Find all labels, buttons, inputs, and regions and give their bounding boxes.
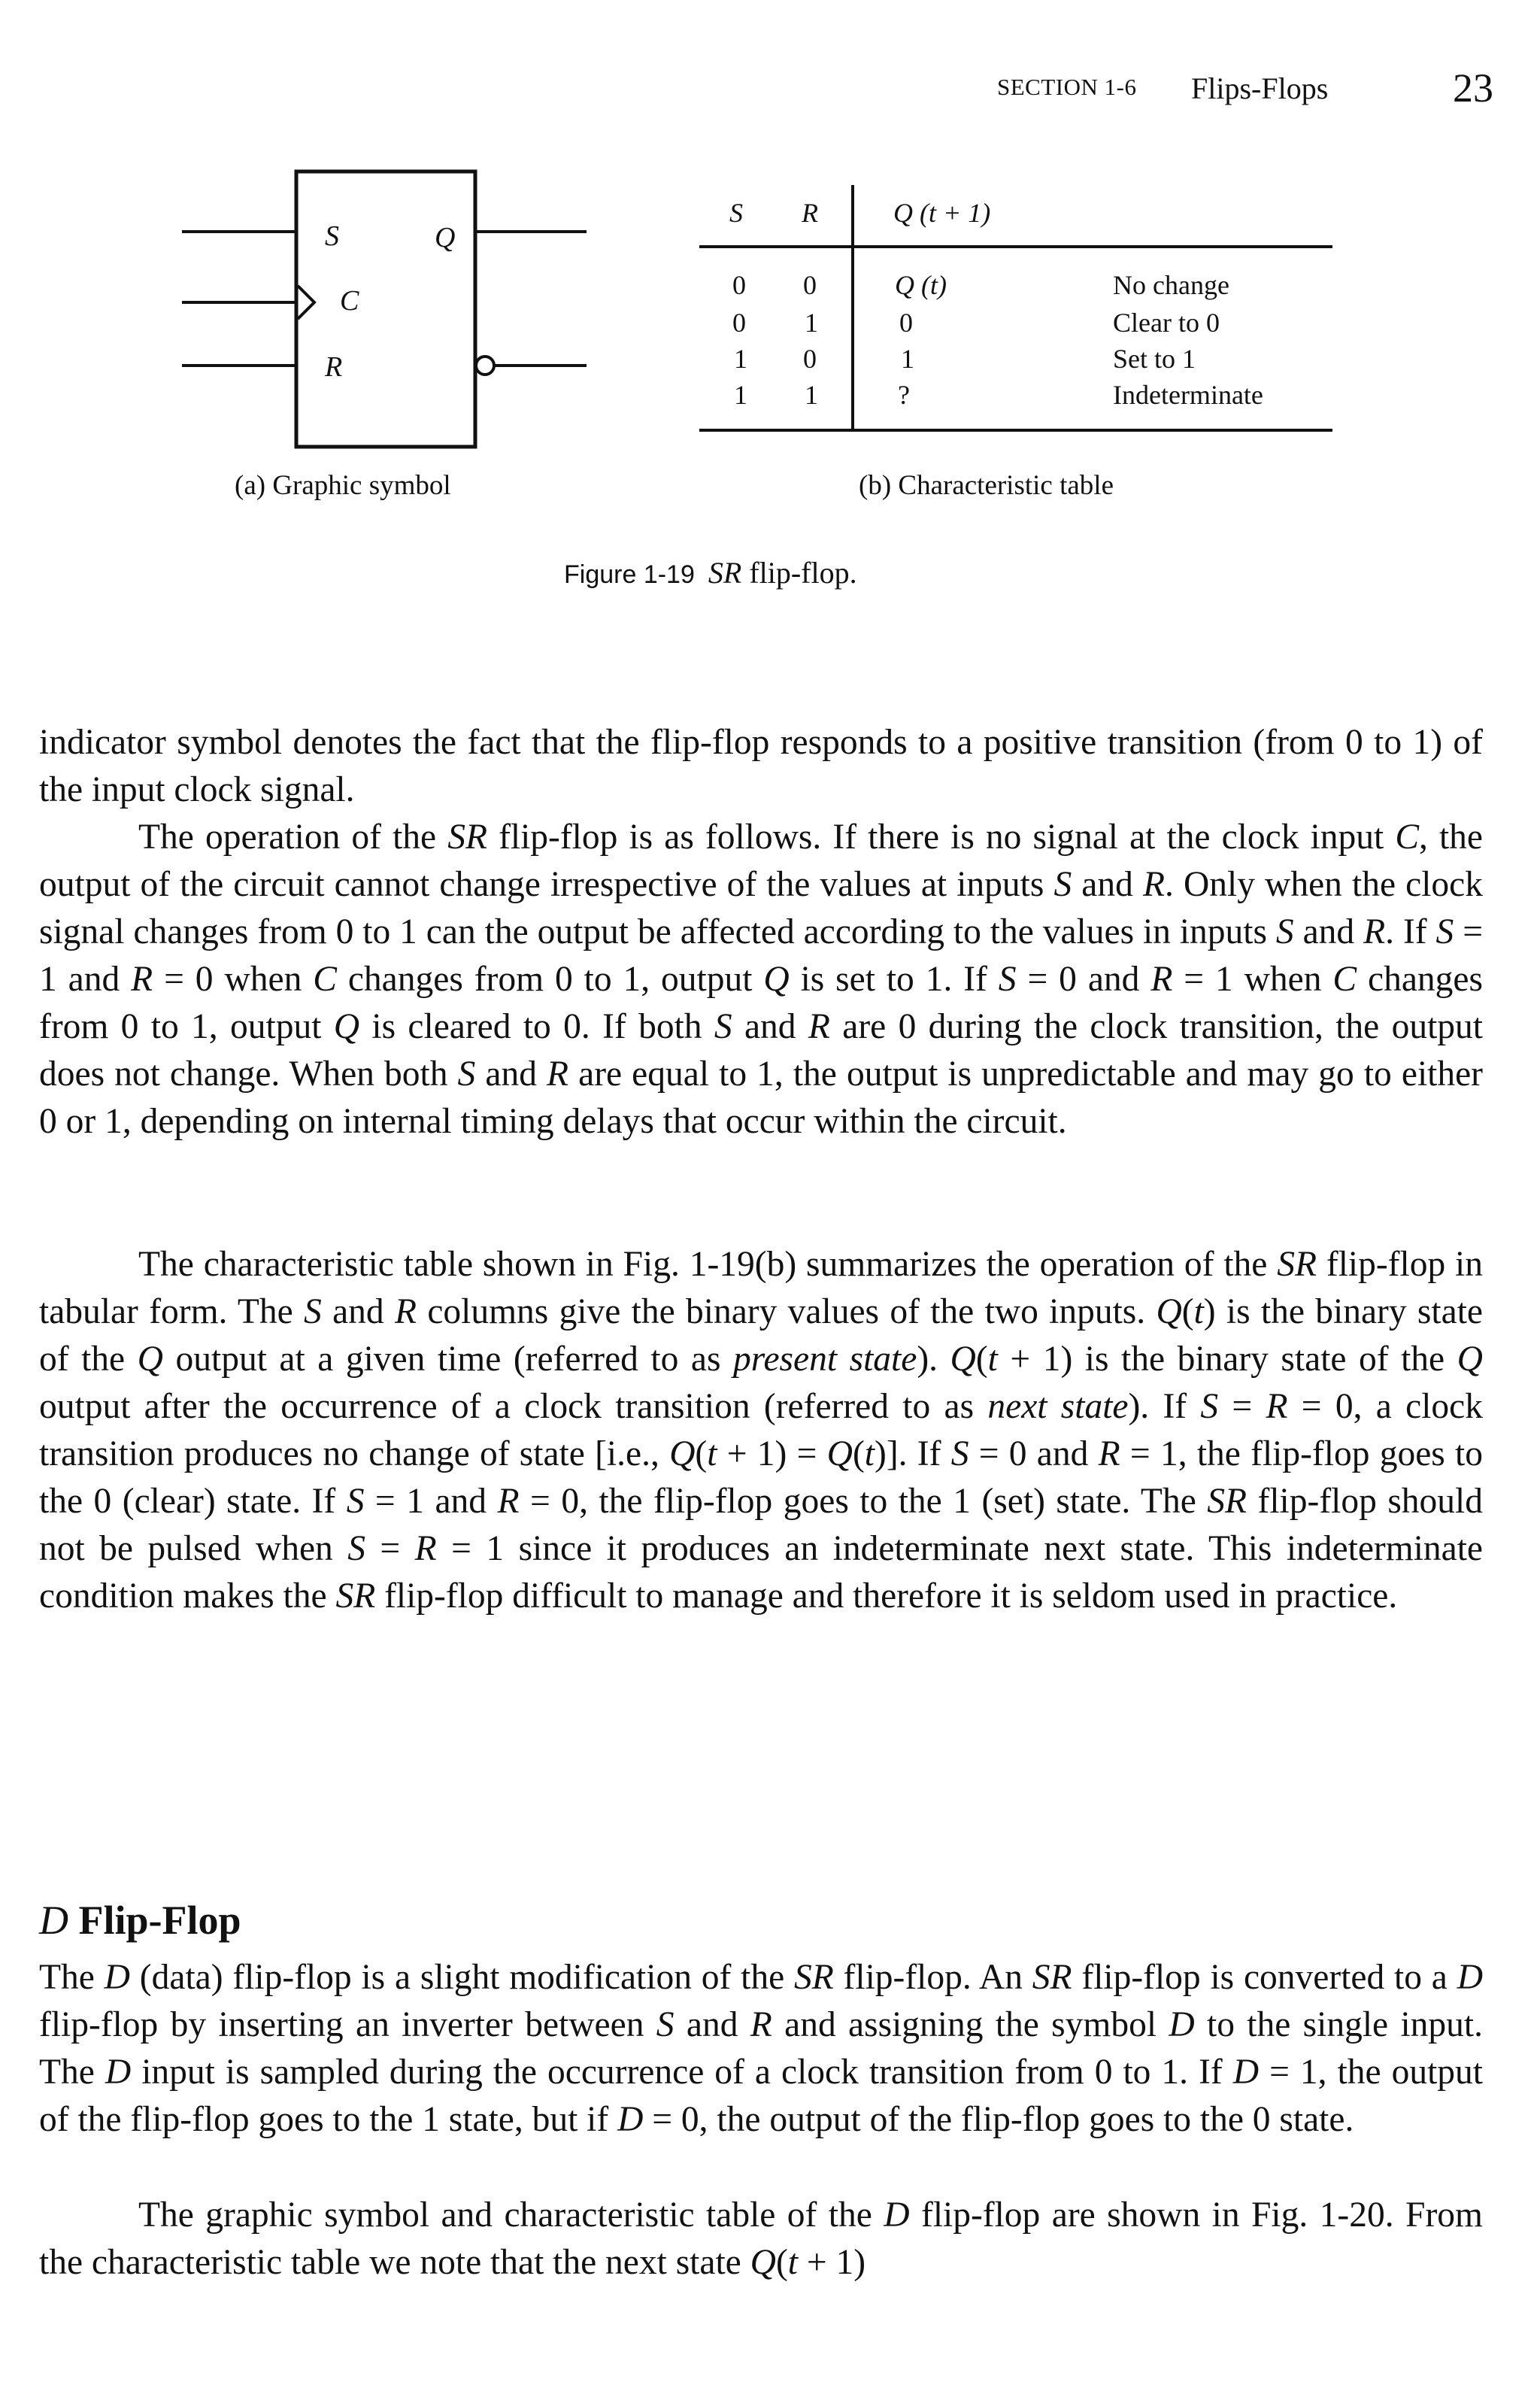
paragraph-d-flip-flop: The D (data) flip-flop is a slight modification of the SR flip-flop. An SR flip-flop is converted to a D flip-flop by inserting an inverter between S and R and assigning the symbol D to the single input. The D input is sampled during the occurrence of a clock transition from 0 to 1. If D = 1, the output of the flip-flop goes to the 1 state, but if D = 0, the output of the flip-flop goes to the 0 state. <box>39 1958 1484 2139</box>
flip-flop-box <box>296 171 475 447</box>
paragraph-operation: The operation of the SR flip-flop is as follows. If there is no signal at the clock input C, the output of the circuit cannot change irrespective of the values at inputs S and R. Only when the clock signal changes from 0 to 1 can the output be affected according to the values in inputs S and R. If S = 1 and R = 0 when C changes from 0 to 1, output Q is set to 1. If S = 0 and R = 1 when C changes from 0 to 1, output Q is cleared to 0. If both S and R are 0 during the clock transition, the output does not change. When both S and R are equal to 1, the output is unpredictable and may go to either 0 or 1, depending on internal timing delays that occur within the circuit. <box>39 818 1484 1141</box>
heading-italic: D <box>39 1898 68 1943</box>
table-row-4-r: 1 <box>805 380 818 410</box>
table-row-3-s: 1 <box>734 344 747 374</box>
page-number: 23 <box>1453 65 1493 111</box>
table-row-1-r: 0 <box>803 270 817 300</box>
table-row-1-q: Q (t) <box>895 270 947 300</box>
section-label: SECTION 1-6 <box>997 74 1137 100</box>
clock-indicator-icon <box>298 286 314 319</box>
table-row-2-note: Clear to 0 <box>1113 308 1220 338</box>
figure-name-italic: SR <box>708 556 742 590</box>
section-title: Flips-Flops <box>1191 71 1329 105</box>
table-row-2-q: 0 <box>899 308 913 338</box>
paragraph-characteristic-table: The characteristic table shown in Fig. 1-19(b) summarizes the operation of the SR flip-flop in tabular form. The S and R columns give the binary values of the two inputs. Q(t) is the binary state of the Q output at a given time (referred to as present state). Q(t + 1) is the binary state of the Q output after the occurrence of a clock transition (referred to as next state). If S = R = 0, a clock transition produces no change of state [i.e., Q(t + 1) = Q(t)]. If S = 0 and R = 1, the flip-flop goes to the 0 (clear) state. If S = 1 and R = 0, the flip-flop goes to the 1 (set) state. The SR flip-flop should not be pulsed when S = R = 1 since it produces an indeterminate next state. This indeterminate condition makes the SR flip-flop difficult to manage and therefore it is seldom used in practice. <box>39 1245 1484 1616</box>
table-row-3-note: Set to 1 <box>1113 344 1196 374</box>
symbol-input-c: C <box>340 285 359 317</box>
figure-caption <box>564 555 857 590</box>
table-row-3-q: 1 <box>901 344 914 374</box>
inversion-bubble-icon <box>476 357 494 375</box>
section-heading-d-flip-flop <box>39 1897 241 1944</box>
table-row-4-q: ? <box>898 380 910 410</box>
table-header-r: R <box>802 198 818 228</box>
table-row-2-r: 1 <box>805 308 818 338</box>
paragraph-d-graphic-symbol: The graphic symbol and characteristic table of the D flip-flop are shown in Fig. 1-20. From the characteristic table we note that the next state Q(t + 1) <box>39 2195 1483 2282</box>
figure-number: Figure 1-19 <box>564 560 695 589</box>
table-header-s: S <box>729 198 743 228</box>
figure-1-19 <box>0 0 1540 602</box>
symbol-output-q: Q <box>435 222 456 253</box>
symbol-input-s: S <box>325 220 339 252</box>
figure-name-rest: flip-flop. <box>741 556 857 590</box>
paragraph-indicator: indicator symbol denotes the fact that the flip-flop responds to a positive transition (from 0 to 1) of the input clock signal. <box>39 723 1483 809</box>
table-row-4-note: Indeterminate <box>1113 380 1263 410</box>
graphic-symbol-caption: (a) Graphic symbol <box>235 470 451 501</box>
heading-rest: Flip-Flop <box>68 1898 241 1943</box>
symbol-input-r: R <box>325 351 343 383</box>
figure-lines <box>0 0 1540 602</box>
table-row-3-r: 0 <box>803 344 817 374</box>
table-row-1-note: No change <box>1113 270 1229 300</box>
table-row-1-s: 0 <box>732 270 746 300</box>
table-row-4-s: 1 <box>734 380 747 410</box>
characteristic-table-caption: (b) Characteristic table <box>859 470 1114 501</box>
table-header-q-next: Q (t + 1) <box>893 198 991 228</box>
table-row-2-s: 0 <box>732 308 746 338</box>
